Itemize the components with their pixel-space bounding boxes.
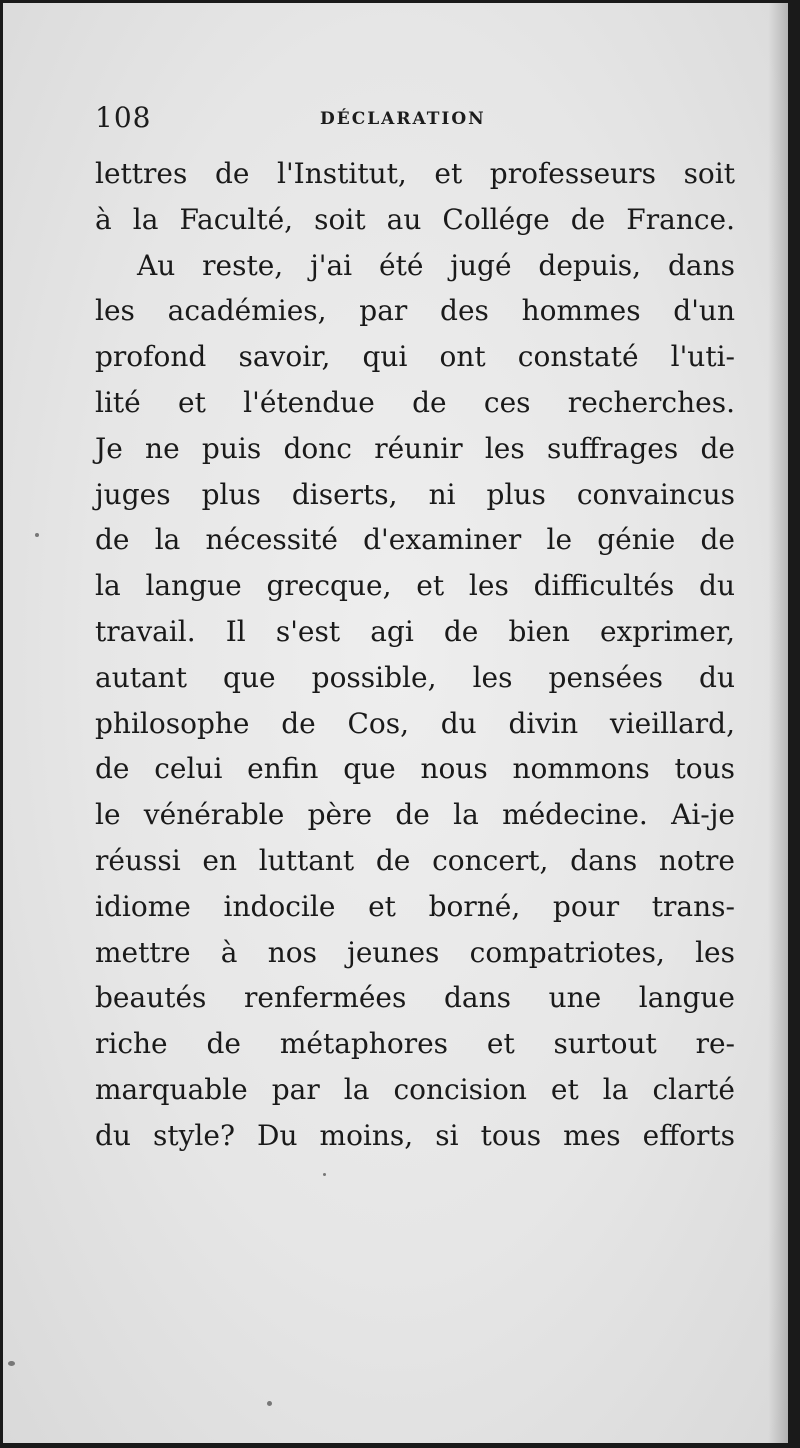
text-line: lettres de l'Institut, et professeurs soit bbox=[95, 157, 735, 190]
text-line: de celui enfin que nous nommons tous bbox=[95, 752, 735, 786]
text-line: mettre à nos jeunes compatriotes, les bbox=[95, 935, 735, 969]
text-line: le vénérable père de la médecine. Ai-je bbox=[95, 798, 735, 832]
text-line: marquable par la concision et la clarté bbox=[95, 1072, 735, 1106]
paper-speck bbox=[267, 1401, 272, 1406]
text-line: beautés renfermées dans une langue bbox=[95, 981, 735, 1015]
text-line: les académies, par des hommes d'un bbox=[95, 294, 735, 328]
text-line: Au reste, j'ai été jugé depuis, dans bbox=[137, 248, 735, 282]
page-edge-shadow bbox=[768, 3, 788, 1443]
text-line: profond savoir, qui ont constaté l'uti- bbox=[95, 340, 735, 374]
paper-speck bbox=[323, 1173, 326, 1176]
page-header bbox=[95, 101, 735, 141]
paper-speck bbox=[35, 533, 39, 537]
text-line: la langue grecque, et les difficultés du bbox=[95, 569, 735, 603]
text-line: idiome indocile et borné, pour trans- bbox=[95, 889, 735, 923]
text-line: autant que possible, les pensées du bbox=[95, 660, 735, 694]
text-line: à la Faculté, soit au Collége de France. bbox=[95, 202, 735, 236]
paper-speck bbox=[8, 1361, 15, 1366]
text-line: juges plus diserts, ni plus convaincus bbox=[95, 477, 735, 511]
text-line: réussi en luttant de concert, dans notre bbox=[95, 843, 735, 877]
text-line: Je ne puis donc réunir les suffrages de bbox=[95, 431, 735, 465]
text-line: du style? Du moins, si tous mes efforts bbox=[95, 1118, 735, 1152]
text-line: lité et l'étendue de ces recherches. bbox=[95, 385, 735, 419]
text-line: riche de métaphores et surtout re- bbox=[95, 1027, 735, 1061]
text-line: travail. Il s'est agi de bien exprimer, bbox=[95, 614, 735, 648]
running-head: DÉCLARATION bbox=[320, 109, 486, 129]
page-number: 108 bbox=[95, 101, 152, 134]
text-line: philosophe de Cos, du divin vieillard, bbox=[95, 706, 735, 740]
text-line: de la nécessité d'examiner le génie de bbox=[95, 523, 735, 557]
body-text bbox=[95, 151, 735, 1159]
book-page bbox=[3, 3, 788, 1443]
